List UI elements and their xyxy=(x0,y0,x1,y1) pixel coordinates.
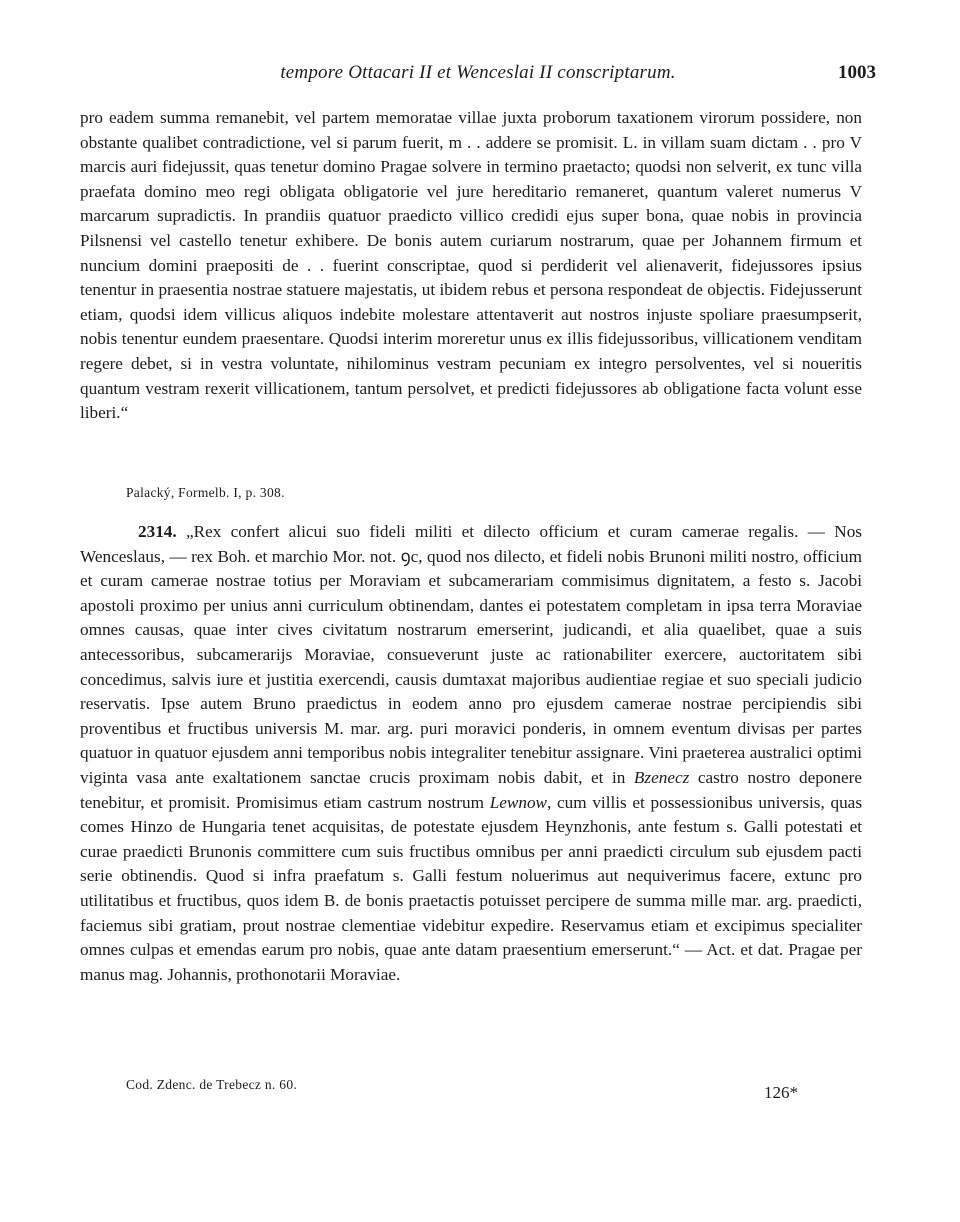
place-name-bzenecz: Bzenecz xyxy=(633,767,690,787)
signature-mark: 126* xyxy=(764,1083,798,1102)
source-citation-1: Palacký, Formelb. I, p. 308. xyxy=(126,485,285,500)
document-text-part-1: „Rex confert alicui suo fideli militi et dilecto officium et curam camerae regalis. — Nos Wenceslaus, — rex Boh. et marchio Mor. not. ꝯc, quod nos dilecto, et fideli nobis Brunoni militi nostro, officium et curam camerae nostrae totius per Moraviam et subcamerariam commisimus dignitatem, a festo s. Jacobi apostoli proximo per unius anni curriculum obtinendam, dantes ei potestatem completam in ipsa terra Moraviae omnes causas, quae inter cives civitatum nostrarum emerserint, judicandi, et alia quaelibet, quae a suis antecessoribus, subcamerarijs Moraviae, consueverunt juste ac rationabiliter exercere, auctoritatem sibi concedimus, salvis iure et justitia exercendi, causis dumtaxat majoribus audientiae regiae et suo speciali judicio reservatis. Ipse autem Bruno praedictus in eodem anno pro ejusdem camerae nostrae percipiendis sibi proventibus et fructibus universis M. mar. arg. puri moravici ponderis, in omnem eventum divisas per partes quatuor in quatuor ejusdem anni temporibus nobis integraliter tenebitur assignare. Vini praeterea australici optimi viginta vasa ante exaltationem sanctae crucis proximam nobis dabit, et in xyxy=(80,522,862,787)
document-text-part-3: , cum villis et possessionibus universis, quas comes Hinzo de Hungaria tenet acquisitas, de potestate ejusdem Heynzhonis, ante festum s. Galli potestati et curae praedicti Brunonis committere cum suis fructibus omnibus per anni praedicti circulum sub ejusdem pacti serie obtinendis. Quod si infra praefatum s. Galli festum noluerimus aut nequiverimus facere, extunc pro utilitatibus et fructibus, quos idem B. de bonis praetactis potuisset percipere de summa mille mar. arg. praedicti, faciemus sibi gratiam, prout nostrae clementiae videbitur expedire. Reservamus etiam et excipimus specialiter omnes culpas et emendas earum pro nobis, quae ante datam praesentium emerserunt.“ — Act. et dat. Pragae per manus mag. Johannis, prothonotarii Moraviae. xyxy=(80,792,863,984)
paragraph-continued: pro eadem summa remanebit, vel partem memoratae villae juxta proborum taxationem virorum possidere, non obstante qualibet contradictione, vel si parum fuerit, m . . addere se promisit. L. in villam suam dictam . . pro V marcis auri fidejussit, quas tenetur domino Pragae solvere in termino praetacto; quodsi non selverit, ex tunc villa praefata domino meo regi obligata obligatorie vel jure hereditario remaneret, quantum valeret numerus V marcarum supradictis. In prandiis quatuor praedicto villico credidi ejus super bona, quae nobis in provincia Pilsnensi vel castello tenetur exhibere. De bonis autem curiarum nostrarum, quae per Johannem firmum et nuncium domini praepositi de . . fuerint conscriptae, quod si perdiderit vel alienaverit, fidejussores ipsius tenentur in praesentia nostrae statuere majestatis, ut ibidem rebus et persona respondeat de objectis. Fidejusserunt etiam, quodsi idem villicus aliquos indebite molestare attentaverit aut nostros injuste spoliare praesumpserit, nobis tenentur eundem praesentare. Quodsi interim moreretur unus ex illis fidejussoribus, villicationem venditam regere debet, si in vestra voluntate, nihilominus vestram pecuniam ex integro persolventes, vel si noueritis quantum vestram rexerit villicationem, tantum persolvet, et predicti fidejussores ab obligatione facta volunt esse liberi.“ xyxy=(80,108,862,423)
document-text-part-2: castro nostro deponere tenebitur, et promisit. Promisimus etiam castrum nostrum xyxy=(80,767,862,812)
page-number: 1003 xyxy=(838,62,876,83)
source-citation-2: Cod. Zdenc. de Trebecz n. 60. xyxy=(126,1077,298,1092)
page-header xyxy=(80,62,876,92)
running-title: tempore Ottacari II et Wenceslai II conscriptarum. xyxy=(280,62,676,83)
place-name-lewnow: Lewnow xyxy=(489,792,548,812)
document-2314 xyxy=(80,520,862,987)
document-number: 2314. xyxy=(138,522,177,541)
